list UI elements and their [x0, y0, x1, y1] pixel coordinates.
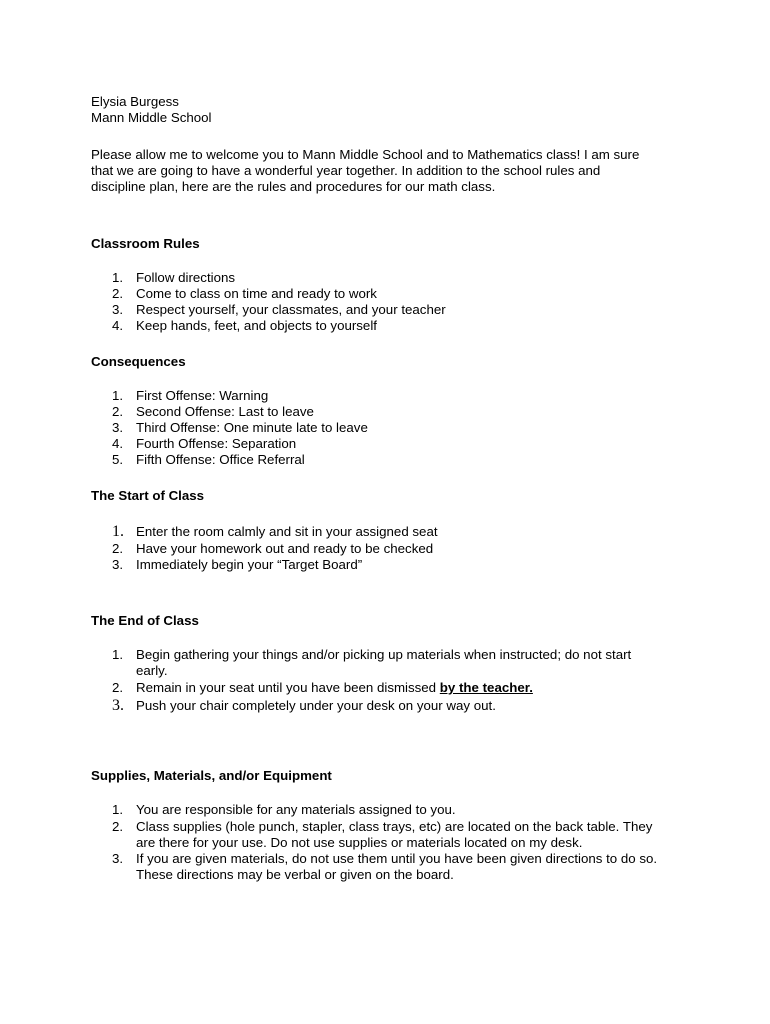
consequences-heading: Consequences [91, 354, 186, 369]
item-number: 5. [112, 452, 124, 467]
item-number: 4. [112, 318, 124, 333]
item-number: 2. [112, 819, 124, 834]
consequence-item [112, 404, 314, 420]
item-number: 3. [112, 697, 124, 714]
item-number: 1. [112, 647, 124, 662]
item-number: 2. [112, 286, 124, 301]
item-text: Follow directions [136, 270, 236, 285]
item-text-plain: Remain in your seat until you have been dismissed [136, 680, 440, 695]
item-text: Third Offense: One minute late to leave [136, 420, 368, 435]
intro-line-1: Please allow me to welcome you to Mann Middle School and to Mathematics class! I am sure [91, 147, 640, 162]
item-number: 3. [112, 420, 124, 435]
item-text: Respect yourself, your classmates, and your teacher [136, 302, 446, 317]
author-name: Elysia Burgess [91, 94, 179, 109]
supplies-item-continued: These directions may be verbal or given on the board. [136, 867, 454, 882]
supplies-item [112, 851, 657, 867]
item-number: 3. [112, 851, 124, 866]
item-text: Second Offense: Last to leave [136, 404, 314, 419]
item-number: 1. [112, 270, 124, 285]
supplies-heading: Supplies, Materials, and/or Equipment [91, 768, 332, 783]
supplies-item-continued: are there for your use. Do not use supplies or materials located on my desk. [136, 835, 583, 850]
item-text: Come to class on time and ready to work [136, 286, 377, 301]
item-number: 1. [112, 388, 124, 403]
item-text [136, 680, 533, 696]
supplies-item [112, 819, 652, 835]
end-item [112, 647, 631, 663]
item-text: Have your homework out and ready to be checked [136, 541, 434, 556]
start-item [112, 557, 362, 573]
start-heading: The Start of Class [91, 488, 205, 503]
rule-item [112, 286, 377, 302]
start-item [112, 541, 433, 557]
rule-item [112, 302, 446, 318]
end-item [112, 680, 533, 696]
item-text-emphasis: by the teacher. [439, 680, 533, 695]
rules-heading: Classroom Rules [91, 236, 200, 251]
item-text: Class supplies (hole punch, stapler, class trays, etc) are located on the back table. They [136, 819, 653, 834]
end-item-continued: early. [136, 663, 168, 678]
item-number: 3. [112, 302, 124, 317]
item-text: Keep hands, feet, and objects to yourself [136, 318, 377, 333]
consequence-item [112, 452, 305, 468]
rule-item [112, 318, 377, 334]
consequence-item [112, 420, 368, 436]
end-heading: The End of Class [91, 613, 199, 628]
item-number: 3. [112, 557, 124, 572]
consequence-item [112, 388, 268, 404]
item-number: 1. [112, 523, 124, 540]
item-text: Enter the room calmly and sit in your assigned seat [136, 524, 438, 539]
item-number: 4. [112, 436, 124, 451]
end-item [112, 698, 496, 714]
item-number: 2. [112, 680, 124, 695]
item-text: Push your chair completely under your desk on your way out. [136, 698, 496, 713]
item-text: Fourth Offense: Separation [136, 436, 297, 451]
rule-item [112, 270, 235, 286]
item-text: Fifth Offense: Office Referral [136, 452, 305, 467]
item-number: 2. [112, 541, 124, 556]
item-number: 1. [112, 802, 124, 817]
item-text: First Offense: Warning [136, 388, 269, 403]
supplies-item [112, 802, 456, 818]
item-number: 2. [112, 404, 124, 419]
item-text: Immediately begin your “Target Board” [136, 557, 363, 572]
intro-line-2: that we are going to have a wonderful year together. In addition to the school rules and [91, 163, 601, 178]
school-name: Mann Middle School [91, 110, 212, 125]
intro-line-3: discipline plan, here are the rules and procedures for our math class. [91, 179, 496, 194]
item-text: If you are given materials, do not use them until you have been given directions to do so. [136, 851, 658, 866]
start-item [112, 524, 438, 540]
item-text: You are responsible for any materials assigned to you. [136, 802, 456, 817]
item-text: Begin gathering your things and/or picking up materials when instructed; do not start [136, 647, 632, 662]
consequence-item [112, 436, 296, 452]
